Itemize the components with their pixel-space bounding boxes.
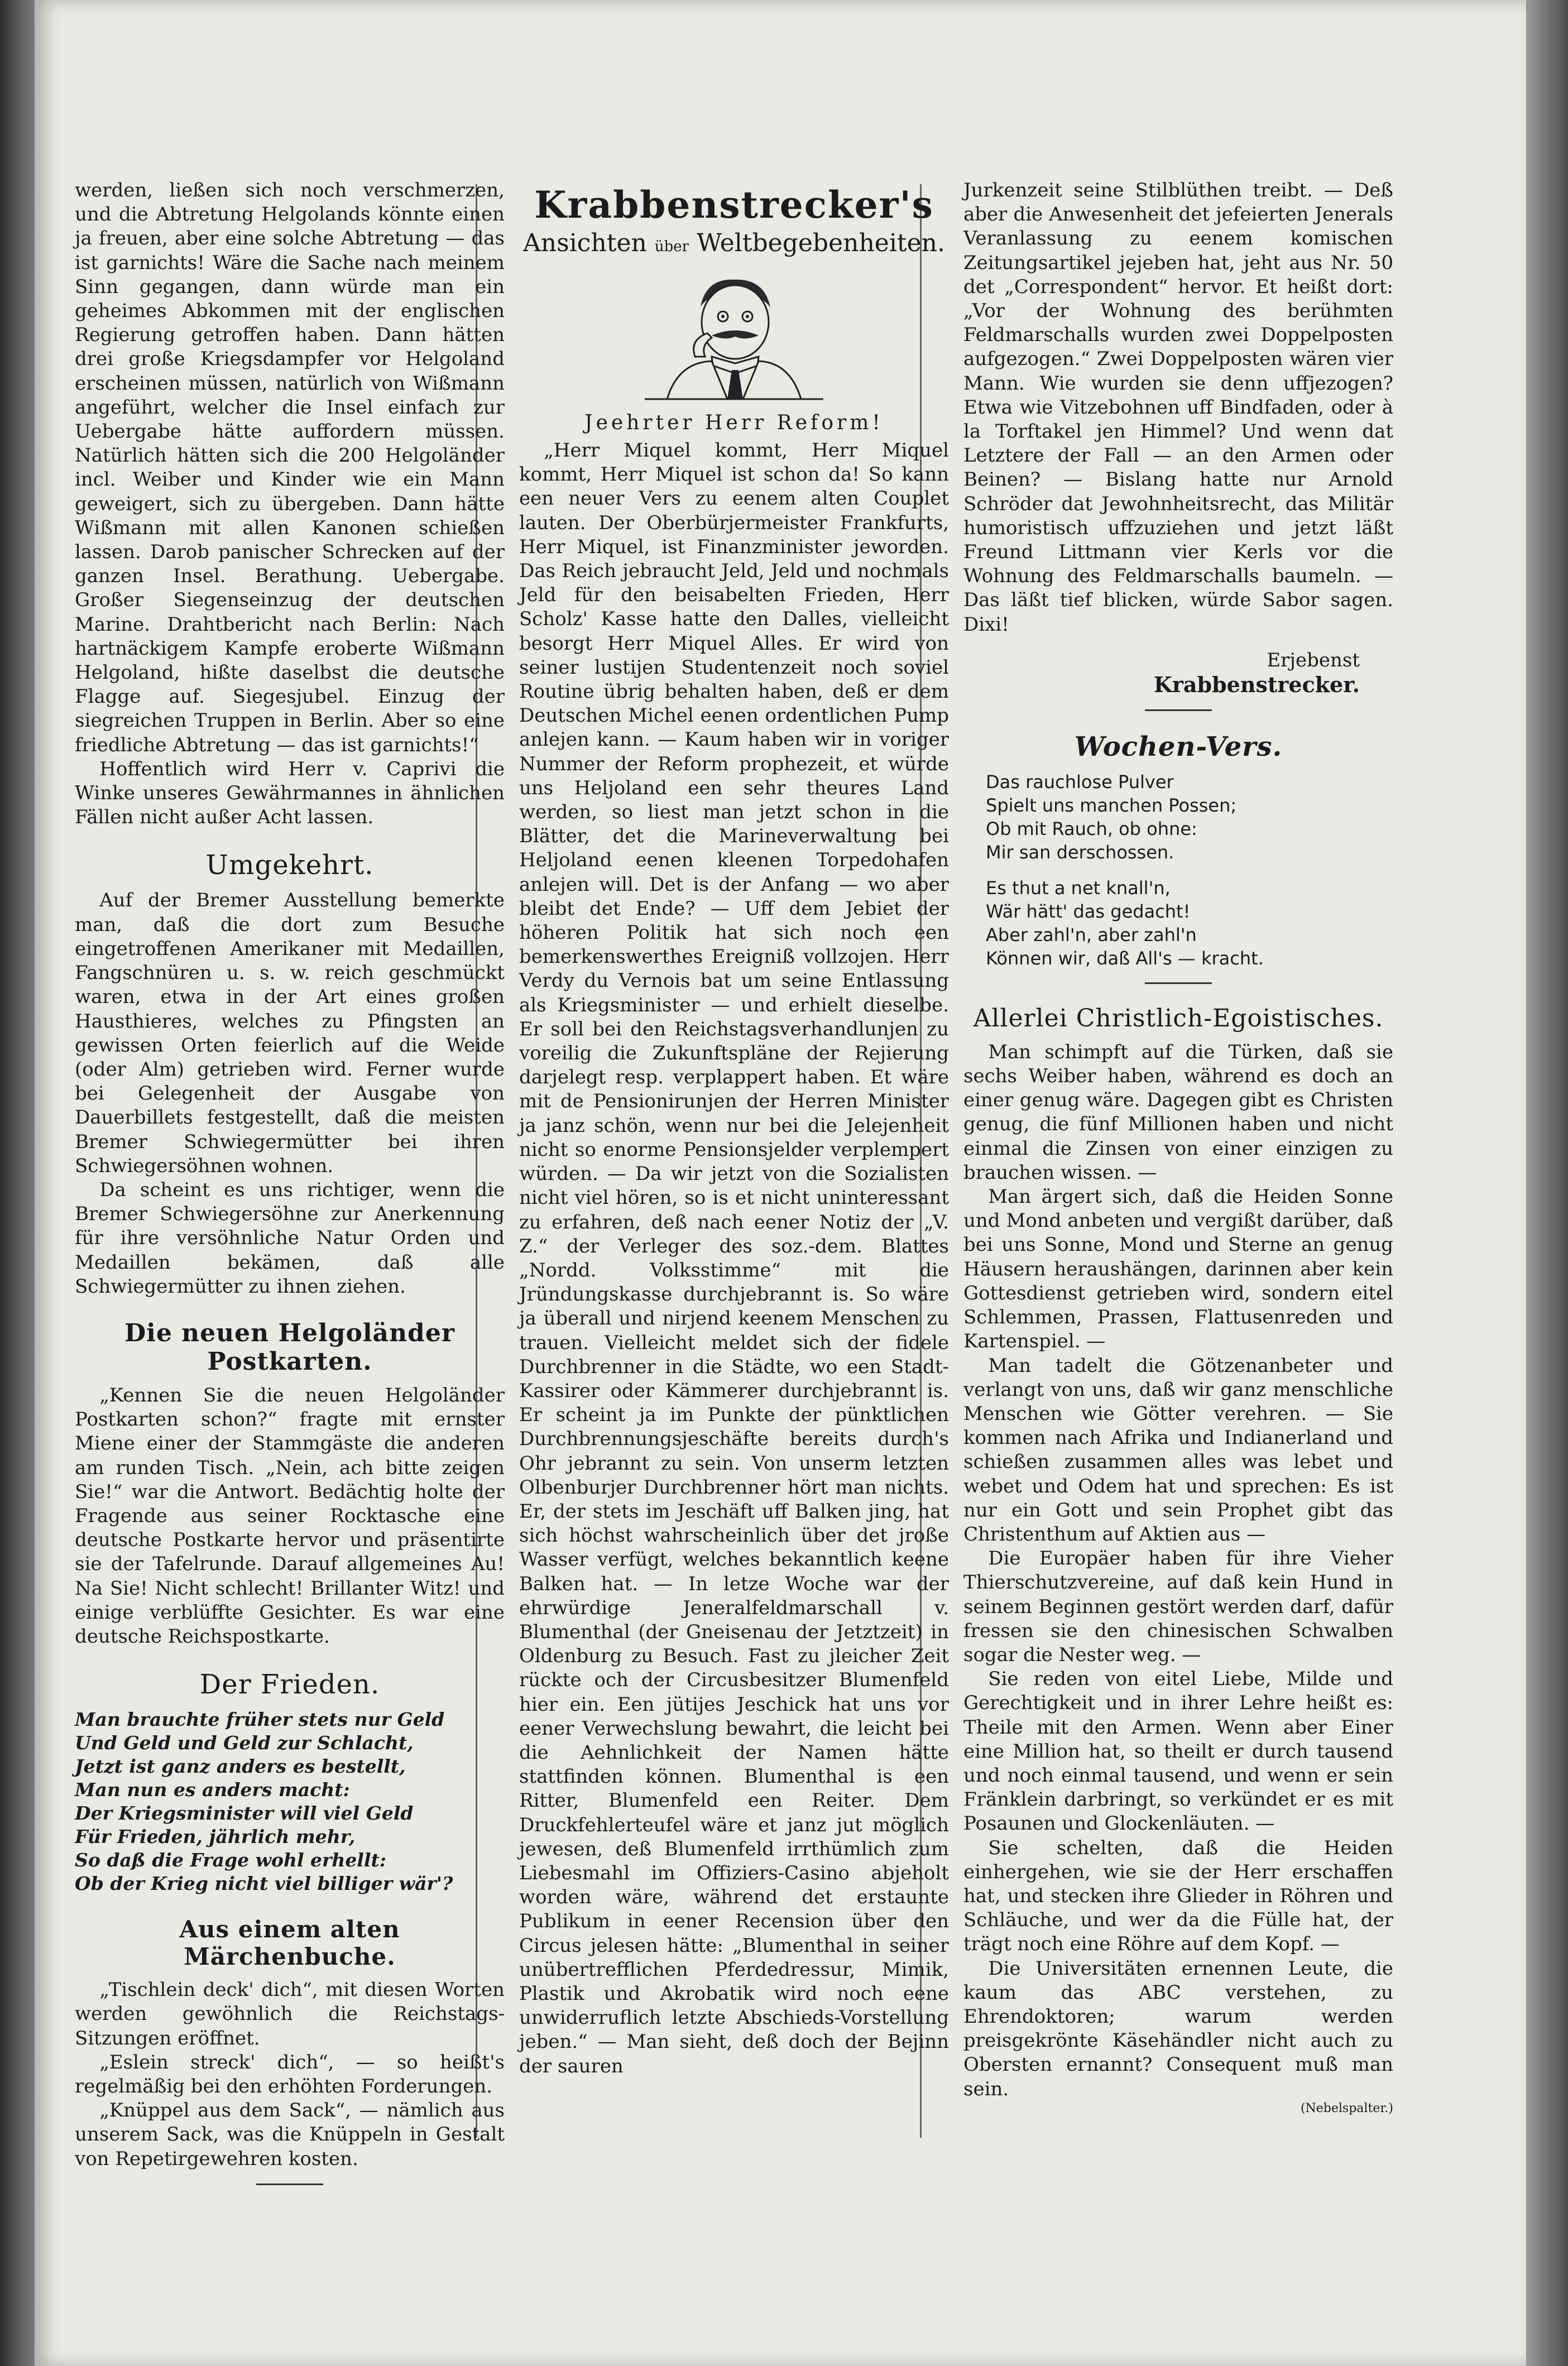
- frieden-line: Für Frieden, jährlich mehr,: [75, 1826, 356, 1848]
- egoistisches-paragraph: Die Europäer haben für ihre Vieher Thierschutzvereine, auf daß kein Hund in seinem Beginnen gestört werden darf, dafür fressen sie den chinesischen Schwalben sogar die Nester weg. —: [963, 1547, 1393, 1666]
- krabbenstrecker-title: Krabbenstrecker's: [534, 183, 934, 227]
- krabbenstrecker-subtitle: [519, 229, 949, 257]
- wochenvers-line: Ob mit Rauch, ob ohne:: [986, 818, 1197, 839]
- signoff-name: Krabbenstrecker.: [1153, 671, 1360, 697]
- wochenvers-line: Können wir, daß All's — kracht.: [986, 947, 1264, 969]
- frieden-line: Und Geld und Geld zur Schlacht,: [75, 1732, 414, 1754]
- frieden-line: Jetzt ist ganz anders es bestellt,: [75, 1755, 406, 1778]
- wochenvers-title: Wochen-Vers.: [1074, 731, 1283, 762]
- scan-left-margin: [0, 0, 35, 2366]
- column-1: [75, 179, 505, 2197]
- maerchenbuch-paragraph-2: „Eslein streck' dich“, — so heißt's regelmäßig bei den erhöhten Forderungen.: [75, 2051, 505, 2098]
- postkarten-title: Die neuen Helgoländer Postkarten.: [124, 1318, 455, 1376]
- source-credit: (Nebelspalter.): [1300, 2101, 1393, 2115]
- egoistisches-paragraph: Man tadelt die Götzenanbeter und verlangt von uns, daß wir ganz menschliche Menschen wie Götter verehren. — Sie kommen nach Afrika und Indianerland und schießen zusammen alles was lebet und webet und Odem hat und sprechen: Es ist nur ein Gott und sein Prophet gibt das Christenthum auf Aktien aus —: [963, 1354, 1393, 1546]
- wochenvers-stanza-2: [963, 876, 1393, 970]
- letter-continued: Jurkenzeit seine Stilblüthen treibt. — Deß aber die Anwesenheit det jefeierten Jenerals Veranlassung zu eenem komischen Zeitungsartikel jejeben hat, jeht aus Nr. 50 det „Correspondent“ hervor. Et heißt dort: „Vor der Wohnung des berühmten Feldmarschalls wurden zwei Doppelposten aufgezogen.“ Zwei Doppelposten wären vier Mann. Wie wurden sie denn uffjezogen? Etwa wie Vitzebohnen uff Bindfaden, oder à la Torftakel jen Himmel? Und wenn dat Letztere der Fall — an den Armen oder Beinen? — Bislang hatte nur Arnold Schröder dat Jewohnheitsrecht, das Militär humoristisch uffzuziehen und jetzt läßt Freund Littmann vier Kerls vor die Wohnung des Feldmarschalls baumeln. — Das läßt tief blicken, würde Sabor sagen. Dixi!: [963, 179, 1393, 636]
- frieden-line: Man nun es anders macht:: [75, 1779, 350, 1801]
- wochenvers-line: Es thut a net knall'n,: [986, 877, 1171, 899]
- letter-greeting: Jeehrter Herr Reform!: [584, 411, 884, 434]
- maerchenbuch-paragraph-1: „Tischlein deck' dich“, mit diesen Worten werden gewöhnlich die Reichstags-Sitzungen eröffnet.: [75, 1979, 505, 2050]
- egoistisches-paragraph: Man schimpft auf die Türken, daß sie sechs Weiber haben, während es doch an einer genug wäre. Dagegen gibt es Christen genug, die fünf Millionen haben und nicht einmal die Zinsen von einer einzigen zu brauchen wissen. —: [963, 1040, 1393, 1184]
- subtitle-part-small: über: [654, 238, 689, 255]
- letter-body: „Herr Miquel kommt, Herr Miquel kommt, Herr Miquel ist schon da! So kann een neuer Vers zu eenem alten Couplet lauten. Der Oberbürjermeister Frankfurts, Herr Miquel, ist Finanzminister jeworden. Das Reich jebraucht Jeld, Jeld und nochmals Jeld für den beisabelten Frieden, Herr Scholz' Kasse hatte den Dalles, vielleicht besorgt Herr Miquel Alles. Er wird von seiner lustijen Studentenzeit noch soviel Routine übrig behalten haben, deß er dem Deutschen Michel eenen ordentlichen Pump anlejen kann. — Kaum haben wir in voriger Nummer der Reform prophezeit, et würde uns Heljoland een sehr theures Land werden, so liest man jetzt schon in die Blätter, det die Marineverwaltung bei Heljoland eenen kleenen Torpedohafen anlejen will. Det is der Anfang — wo aber bleibt det Ende? — Uff dem Jebiet der höheren Politik hat sich noch een bemerkenswerthes Ereigniß vollzojen. Herr Verdy du Vernois bat um seine Entlassung als Kriegsminister — und erhielt dieselbe. Er soll bei den Reichstagsverhandlunjen zu voreilig die Zukunftspläne der Rejierung darjelegt resp. verplappert haben. Et wäre mit de Pensionirunjen der Herren Minister ja janz schön, wenn nur bei die Jelejenheit nicht so enorme Pensionsjelder verplempert würden. — Da wir jetzt von die Sozialisten nicht viel hören, so is et nicht uninteressant zu erfahren, deß nach eener Notiz der „V. Z.“ der Verleger des soz.-dem. Blattes „Nordd. Volksstimme“ mit die Jründungskasse durchjebrannt is. So wäre ja überall und nirjend keenem Menschen zu trauen. Vielleicht meldet sich der fidele Durchbrenner in die Städte, wo een Stadt-Kassirer oder Kämmerer durchjebrannt is. Er scheint ja im Punkte der pünktlichen Durchbrennungsjeschäfte bereits durch's Ohr jebrannt zu sein. Von unserm letzten Olbenburjer Durchbrenner hört man nichts. Er, der stets im Jeschäft uff Balken jing, hat sich höchst wahrscheinlich über det jroße Wasser verfügt, welches bekanntlich keene Balken hat. — In letze Woche war der ehrwürdige Jeneralfeldmarschall v. Blumenthal (der Gneisenau der Jetztzeit) in Oldenburg zu Besuch. Fast zu jleicher Zeit rückte och der Circusbesitzer Blumenfeld hier ein. Een jütijes Jeschick hat uns vor eener Verwechslung bewahrt, die leicht bei die Aehnlichkeit der Namen hätte stattfinden können. Blumenthal is een Ritter, Blumenfeld een Reiter. Dem Druckfehlerteufel wäre et janz jut möglich jewesen, deß Blumenfeld irrthümlich zum Liebesmahl im Offiziers-Casino abjeholt worden wäre, während det erstaunte Publikum in eener Recension über den Circus jelesen hätte: „Blumenthal in seiner unübertrefflichen Pferdedressur, Mimik, Plastik und Akrobatik wird noch eene unwiderruflich letzte Abschieds-Vorstellung jeben.“ — Man sieht, deß doch der Bejinn der sauren: [519, 439, 949, 2077]
- frieden-line: Der Kriegsminister will viel Geld: [75, 1802, 414, 1825]
- egoistisches-title: Allerlei Christlich-Egoistisches.: [973, 1004, 1384, 1033]
- frieden-poem: [75, 1708, 505, 1895]
- egoistisches-paragraph: Sie schelten, daß die Heiden einhergehen, wie sie der Herr erschaffen hat, und stecken ihre Glieder in Röhren und Schläuche, und wer da die Fülle hat, der trägt noch eine Röhre auf dem Kopf. —: [963, 1836, 1393, 1956]
- wochenvers-stanza-1: [963, 770, 1393, 864]
- postkarten-paragraph-1: „Kennen Sie die neuen Helgoländer Postkarten schon?“ fragte mit ernster Miene einer der Stammgäste die anderen am runden Tisch. „Nein, ach bitte zeigen Sie!“ war die Antwort. Bedächtig holte der Fragende aus seiner Rocktasche eine deutsche Postkarte hervor und präsentirte sie der Tafelrunde. Darauf allgemeines Au! Na Sie! Nicht schlecht! Brillanter Witz! und einige verblüffte Gesichter. Es war eine deutsche Reichspostkarte.: [75, 1384, 505, 1648]
- section-rule: [1145, 709, 1212, 711]
- signoff-line: Erjebenst: [1267, 649, 1360, 671]
- frieden-line: So daß die Frage wohl erhellt:: [75, 1849, 386, 1871]
- column-3: [963, 179, 1393, 2115]
- subtitle-part-a: Ansichten: [523, 229, 647, 257]
- wochenvers-line: Das rauchlose Pulver: [986, 771, 1174, 793]
- frieden-title: Der Frieden.: [199, 1669, 380, 1701]
- frieden-line: Man brauchte früher stets nur Geld: [75, 1708, 445, 1731]
- subtitle-part-b: Weltbegebenheiten.: [697, 229, 945, 257]
- umgekehrt-title: Umgekehrt.: [205, 850, 374, 881]
- wochenvers-line: Spielt uns manchen Possen;: [986, 794, 1237, 816]
- section-rule: [1145, 982, 1212, 984]
- scan-right-margin: [1526, 0, 1568, 2366]
- umgekehrt-paragraph-1: Auf der Bremer Ausstellung bemerkte man, daß die dort zum Besuche eingetroffenen Amerikaner mit Medaillen, Fangschnüren u. s. w. reich geschmückt waren, etwa in der Art eines großen Hausthieres, welches zu Pfingsten an gewissen Orten feierlich auf die Weide (oder Alm) getrieben wird. Ferner wurde bei Gelegenheit der Ausgabe von Dauerbillets festgestellt, daß die meisten Bremer Schwiegermütter bei ihren Schwiegersöhnen wohnen.: [75, 889, 505, 1177]
- maerchenbuch-paragraph-3: „Knüppel aus dem Sack“, — nämlich aus unserem Sack, was die Knüppeln in Gestalt von Repetirgewehren kosten.: [75, 2099, 505, 2170]
- krabbenstrecker-portrait-illustration: [634, 267, 835, 401]
- egoistisches-paragraph: Die Universitäten ernennen Leute, die kaum das ABC verstehen, zu Ehrendoktoren; warum werden preisgekrönte Käsehändler nicht auch zu Obersten ernannt? Consequent muß man sein.: [963, 1957, 1393, 2100]
- intro-paragraph-2: Hoffentlich wird Herr v. Caprivi die Winke unseres Gewährmannes in ähnlichen Fällen nicht außer Acht lassen.: [75, 757, 505, 829]
- wochenvers-line: Wär hätt' das gedacht!: [986, 900, 1191, 922]
- end-rule: [256, 2183, 323, 2185]
- wochenvers-line: Mir san derschossen.: [986, 841, 1174, 863]
- column-2: [519, 179, 949, 2079]
- letter-signoff: [963, 648, 1393, 697]
- egoistisches-paragraph: Man ärgert sich, daß die Heiden Sonne und Mond anbeten und vergißt darüber, daß bei uns Sonne, Mond und Sterne an genug Häusern heraushängen, darinnen aber kein Gottesdienst getrieben wird, sondern eitel Schlemmen, Prassen, Flattusenreden und Kartenspiel. —: [963, 1186, 1393, 1353]
- intro-paragraph-1: werden, ließen sich noch verschmerzen, und die Abtretung Helgolands könnte einen ja freuen, aber eine solche Abtretung — das ist garnichts! Wäre die Sache nach meinem Sinn gegangen, dann würde man ein geheimes Abkommen mit der englischen Regierung getroffen haben. Dann hätten drei große Kriegsdampfer vor Helgoland erscheinen müssen, natürlich von Wißmann angeführt, welcher die Insel einfach zur Uebergabe hätte auffordern müssen. Natürlich hätten sich die 200 Helgoländer incl. Weiber und Kinder wie ein Mann geweigert, sich zu übergeben. Dann hätte Wißmann mit allen Kanonen schießen lassen. Darob panischer Schrecken auf der ganzen Insel. Berathung. Uebergabe. Großer Siegenseinzug der deutschen Marine. Drahtbericht nach Berlin: Nach hartnäckigem Kampfe eroberte Wißmann Helgoland, hißte daselbst die deutsche Flagge auf. Siegesjubel. Einzug der siegreichen Truppen in Berlin. Aber so eine friedliche Abtretung — das ist garnichts!“: [75, 179, 505, 756]
- egoistisches-paragraph: Sie reden von eitel Liebe, Milde und Gerechtigkeit und in ihrer Lehre heißt es: Theile mit den Armen. Wenn aber Einer eine Million hat, so theilt er durch tausend und noch einmal tausend, und wenn er sein Fränklein darbringt, so verkündet er es mit Posaunen und Glockenläuten. —: [963, 1668, 1393, 1835]
- maerchenbuch-title: Aus einem alten Märchenbuche.: [179, 1916, 400, 1971]
- wochenvers-line: Aber zahl'n, aber zahl'n: [986, 924, 1197, 946]
- newspaper-page: [35, 0, 1526, 2366]
- frieden-line: Ob der Krieg nicht viel billiger wär'?: [75, 1873, 453, 1895]
- umgekehrt-paragraph-2: Da scheint es uns richtiger, wenn die Bremer Schwiegersöhne zur Anerkennung für ihre versöhnliche Natur Orden und Medaillen bekämen, daß alle Schwiegermütter zu ihnen ziehen.: [75, 1178, 505, 1298]
